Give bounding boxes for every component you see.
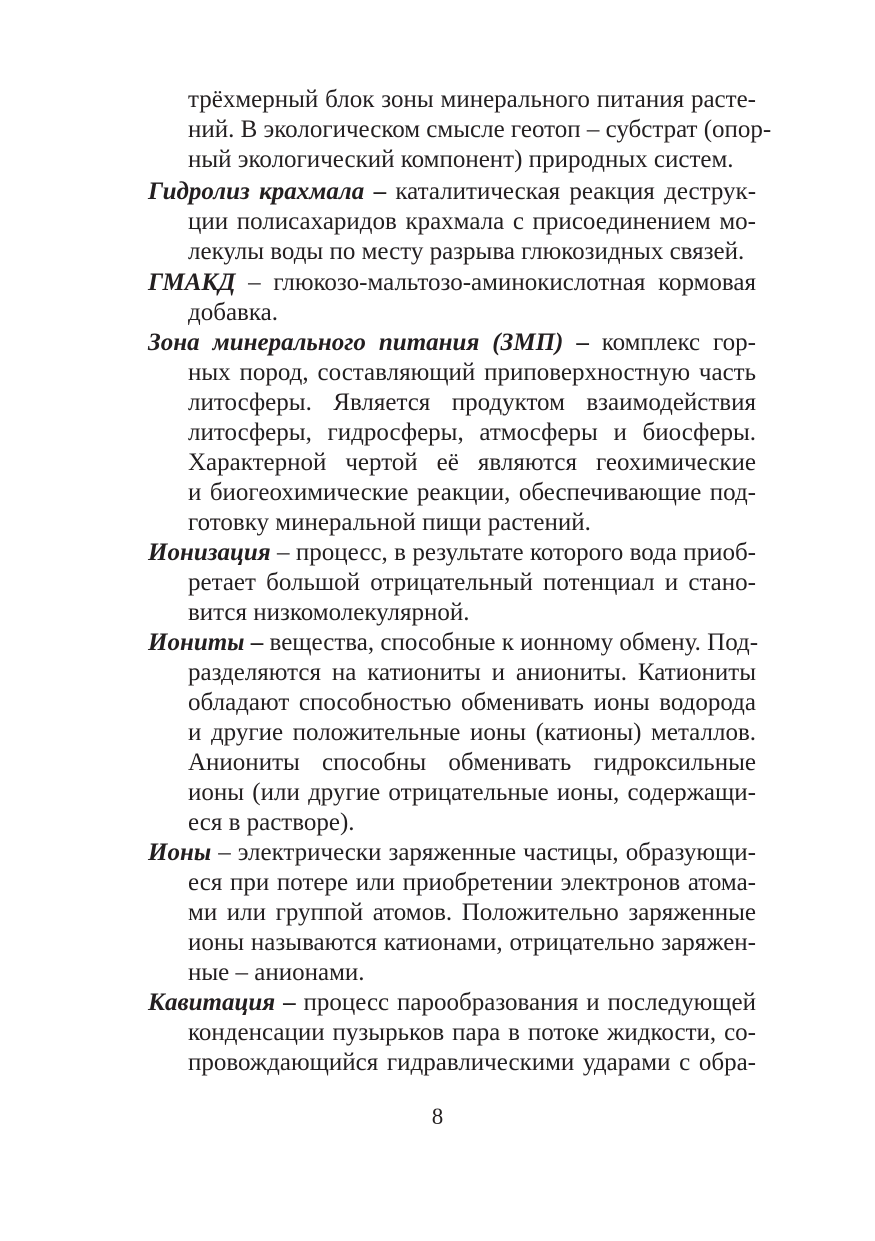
definition-text: процесс парообразования и последующей: [295, 989, 757, 1016]
text-line: [0, 1018, 875, 1048]
glossary-term: Ионизация: [148, 539, 271, 566]
page-number: 8: [431, 1104, 444, 1129]
text-line: [0, 115, 875, 145]
term-dash: –: [275, 989, 296, 1016]
text-line-content: провождающийся гидравлическими ударами с обра-: [188, 1049, 756, 1076]
text-line: [0, 448, 875, 478]
text-line-content: ные – анионами.: [188, 959, 365, 986]
text-line-content: еся при потере или приобретении электронов атома-: [188, 869, 756, 896]
glossary-entry-start: [0, 268, 875, 298]
text-line-content: ных пород, составляющий приповерхностную часть: [188, 359, 756, 386]
text-line: [0, 207, 875, 237]
text-line: [0, 388, 875, 418]
text-line: [0, 688, 875, 718]
text-line-content: [148, 988, 756, 1018]
text-line-content: ции полисахаридов крахмала с присоединением мо-: [188, 208, 756, 235]
text-line: [0, 868, 875, 898]
glossary-entry-start: [0, 538, 875, 568]
text-line: [0, 598, 875, 628]
glossary-term: Иониты: [148, 629, 245, 656]
text-line: [0, 358, 875, 388]
text-line-content: ний. В экологическом смысле геотоп – субстрат (опор-: [188, 116, 772, 143]
text-line: [0, 958, 875, 988]
text-line-content: [148, 838, 756, 868]
text-line-content: ми или группой атомов. Положительно заряженные: [188, 899, 756, 926]
text-line-content: [148, 177, 756, 207]
term-dash: –: [563, 329, 589, 356]
definition-text: каталитическая реакция деструк-: [386, 178, 757, 205]
text-line-content: литосферы, гидросферы, атмосферы и биосферы.: [188, 419, 756, 446]
text-line: [0, 418, 875, 448]
text-line-content: и биогеохимические реакции, обеспечивающие под-: [188, 479, 756, 506]
text-line: [0, 145, 875, 175]
glossary-term: Кавитация: [148, 989, 276, 1016]
text-line-content: конденсации пузырьков пара в потоке жидкости, со-: [188, 1019, 756, 1046]
text-line-content: ный экологический компонент) природных систем.: [188, 146, 734, 173]
glossary-term: Гидролиз крахмала: [148, 178, 365, 205]
text-line-content: добавка.: [188, 299, 278, 326]
text-line: [0, 898, 875, 928]
text-line: [0, 928, 875, 958]
text-line-content: литосферы. Является продуктом взаимодействия: [188, 389, 756, 416]
text-line-content: [148, 628, 759, 658]
definition-text: – глюкозо-мальтозо-аминокислотная кормовая: [235, 269, 756, 296]
text-line-content: лекулы воды по месту разрыва глюкозидных связей.: [188, 238, 745, 265]
text-line-content: ионы (или другие отрицательные ионы, содержащи-: [188, 779, 756, 806]
text-line-content: [148, 268, 756, 298]
glossary-entry-start: [0, 177, 875, 207]
text-line: [0, 85, 875, 115]
glossary-entry-start: [0, 838, 875, 868]
text-line-content: и другие положительные ионы (катионы) металлов.: [188, 719, 756, 746]
definition-text: – электрически заряженные частицы, образующи-: [211, 839, 756, 866]
text-line-content: Аниониты способны обменивать гидроксильные: [188, 749, 756, 776]
text-line: [0, 237, 875, 267]
text-line-content: [148, 538, 756, 568]
glossary-term: ГМАКД: [148, 269, 236, 296]
definition-text: комплекс гор-: [588, 329, 756, 356]
text-line: [0, 748, 875, 778]
text-line-content: еся в растворе).: [188, 809, 355, 836]
text-line: [0, 1048, 875, 1078]
text-line-content: трёхмерный блок зоны минерального питания расте-: [188, 86, 756, 113]
term-dash: –: [244, 629, 264, 656]
text-line: [0, 718, 875, 748]
term-dash: –: [364, 178, 387, 205]
definition-text: вещества, способные к ионному обмену. Под-: [263, 629, 759, 656]
text-line-content: Характерной чертой её являются геохимические: [188, 449, 756, 476]
text-line-content: готовку минеральной пищи растений.: [188, 509, 591, 536]
text-line-content: разделяются на катиониты и аниониты. Катиониты: [188, 659, 756, 686]
text-line-content: вится низкомолекулярной.: [188, 599, 470, 626]
glossary-entry-start: [0, 328, 875, 358]
text-line: [0, 568, 875, 598]
glossary-entry-start: [0, 988, 875, 1018]
glossary-term: Зона минерального питания (ЗМП): [148, 329, 564, 356]
text-line: [0, 508, 875, 538]
text-line: [0, 808, 875, 838]
glossary-entry-start: [0, 628, 875, 658]
text-line: [0, 658, 875, 688]
text-line-content: [148, 328, 756, 358]
text-line: [0, 298, 875, 328]
text-line-content: ионы называются катионами, отрицательно заряжен-: [188, 929, 756, 956]
text-line-content: ретает большой отрицательный потенциал и стано-: [188, 569, 756, 596]
glossary-term: Ионы: [148, 839, 212, 866]
text-line: [0, 778, 875, 808]
definition-text: – процесс, в результате которого вода приоб-: [270, 539, 756, 566]
text-line: [0, 478, 875, 508]
text-line-content: обладают способностью обменивать ионы водорода: [188, 689, 756, 716]
